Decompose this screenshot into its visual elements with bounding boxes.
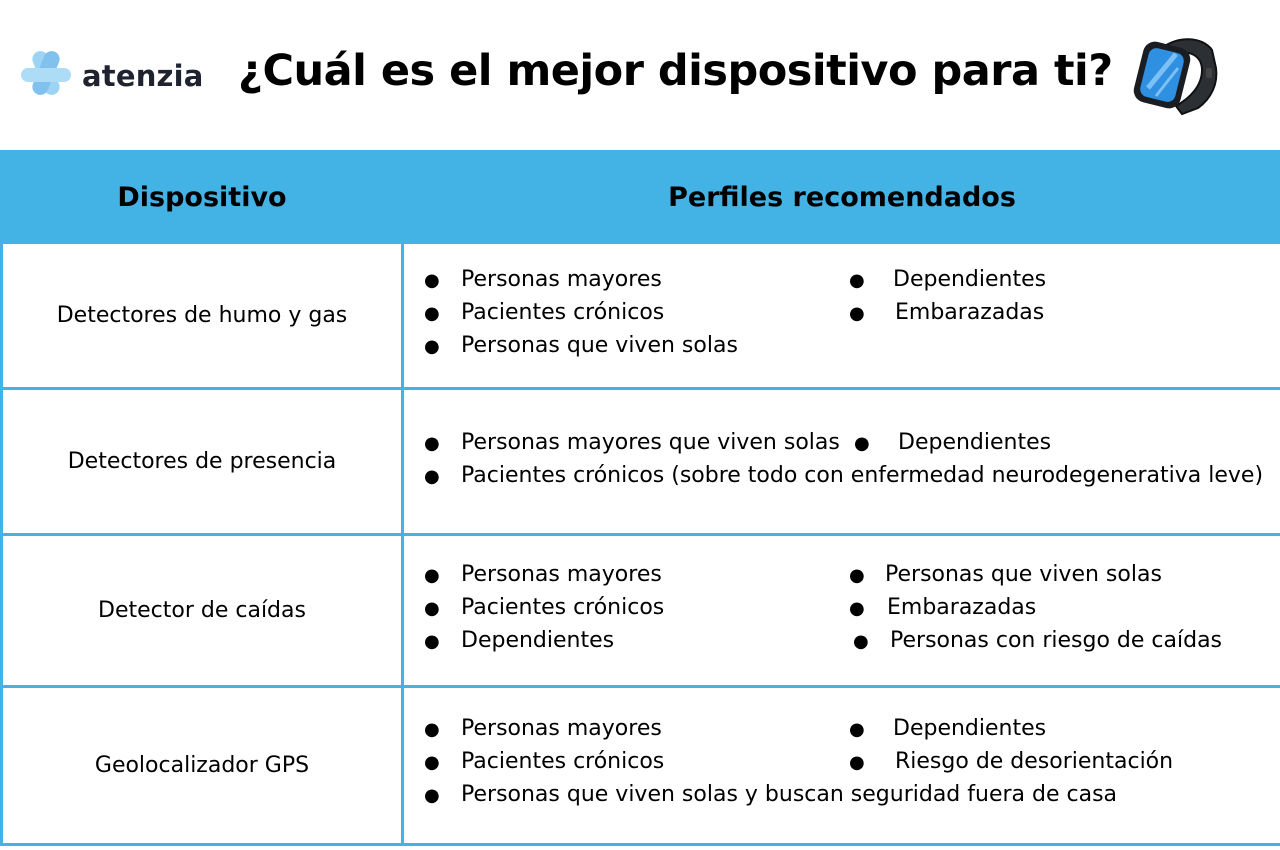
list-item [849,263,1046,296]
list-item [424,459,1263,492]
page-header [0,0,1280,150]
list-item [424,778,1117,811]
brand-name: atenzia [82,59,204,93]
list-item [849,745,1173,778]
bullet-dot-icon: ● [849,719,865,740]
device-name: Geolocalizador GPS [2,687,403,845]
table-row [2,243,1280,389]
profile-label: Pacientes crónicos (sobre todo con enfermedad neurodegenerativa leve) [461,462,1264,488]
bullet-dot-icon: ● [849,303,865,324]
bullet-dot-icon: ● [849,565,865,586]
bullet-dot-icon: ● [849,270,865,291]
profile-label: Personas que viven solas [885,562,1162,587]
profile-label: Riesgo de desorientación [895,749,1174,774]
profile-label: Dependientes [461,628,615,653]
bullet-dot-icon: ● [424,785,440,806]
bullet-dot-icon: ● [853,631,869,652]
table-row [2,687,1280,845]
profile-label: Personas mayores [461,716,662,741]
list-item [849,296,1044,329]
profile-label: Dependientes [893,716,1047,741]
bullet-dot-icon: ● [854,432,870,454]
atenzia-star-logo-icon [18,48,74,104]
profile-label: Pacientes crónicos [461,595,665,620]
list-item [849,558,1162,591]
profile-list [403,389,1280,535]
device-table [0,150,1280,846]
bullet-dot-icon: ● [424,270,440,291]
page-title: ¿Cuál es el mejor dispositivo para ti? [238,46,1113,96]
profile-label: Dependientes [898,429,1052,455]
list-item [849,712,1046,745]
column-header-profiles: Perfiles recomendados [403,152,1280,243]
list-item [424,624,614,657]
list-item [424,263,662,296]
profile-label: Personas mayores que viven solas [461,429,840,455]
list-item [854,426,1051,459]
profile-label: Personas que viven solas [461,333,738,358]
bullet-dot-icon: ● [424,432,440,454]
brand-logo[interactable] [18,48,204,104]
profile-label: Embarazadas [887,595,1037,620]
list-item [424,426,840,459]
device-name: Detector de caídas [2,535,403,687]
bullet-dot-icon: ● [424,598,440,619]
list-item [424,558,662,591]
list-item [424,296,664,329]
profile-list [403,535,1280,687]
bullet-dot-icon: ● [424,303,440,324]
profile-list [403,243,1280,389]
bullet-dot-icon: ● [424,719,440,740]
profile-label: Pacientes crónicos [461,749,665,774]
device-name: Detectores de presencia [2,389,403,535]
profile-list [403,687,1280,845]
list-item [424,745,664,778]
list-item [424,329,738,362]
list-item [424,591,664,624]
bullet-dot-icon: ● [424,336,440,357]
table-row [2,389,1280,535]
bullet-dot-icon: ● [424,565,440,586]
profile-label: Personas mayores [461,562,662,587]
bullet-dot-icon: ● [424,752,440,773]
profile-label: Embarazadas [895,300,1045,325]
table-header-row [2,152,1280,243]
profile-label: Personas mayores [461,267,662,292]
list-item [853,624,1222,657]
bullet-dot-icon: ● [849,598,865,619]
bullet-dot-icon: ● [424,631,440,652]
table-row [2,535,1280,687]
bullet-dot-icon: ● [849,752,865,773]
profile-label: Dependientes [893,267,1047,292]
profile-label: Personas que viven solas y buscan seguridad fuera de casa [461,782,1118,807]
column-header-device: Dispositivo [2,152,403,243]
profile-label: Personas con riesgo de caídas [890,628,1223,653]
device-name: Detectores de humo y gas [2,243,403,389]
list-item [424,712,662,745]
list-item [849,591,1036,624]
bullet-dot-icon: ● [424,465,440,487]
smartwatch-icon [1132,28,1222,118]
profile-label: Pacientes crónicos [461,300,665,325]
